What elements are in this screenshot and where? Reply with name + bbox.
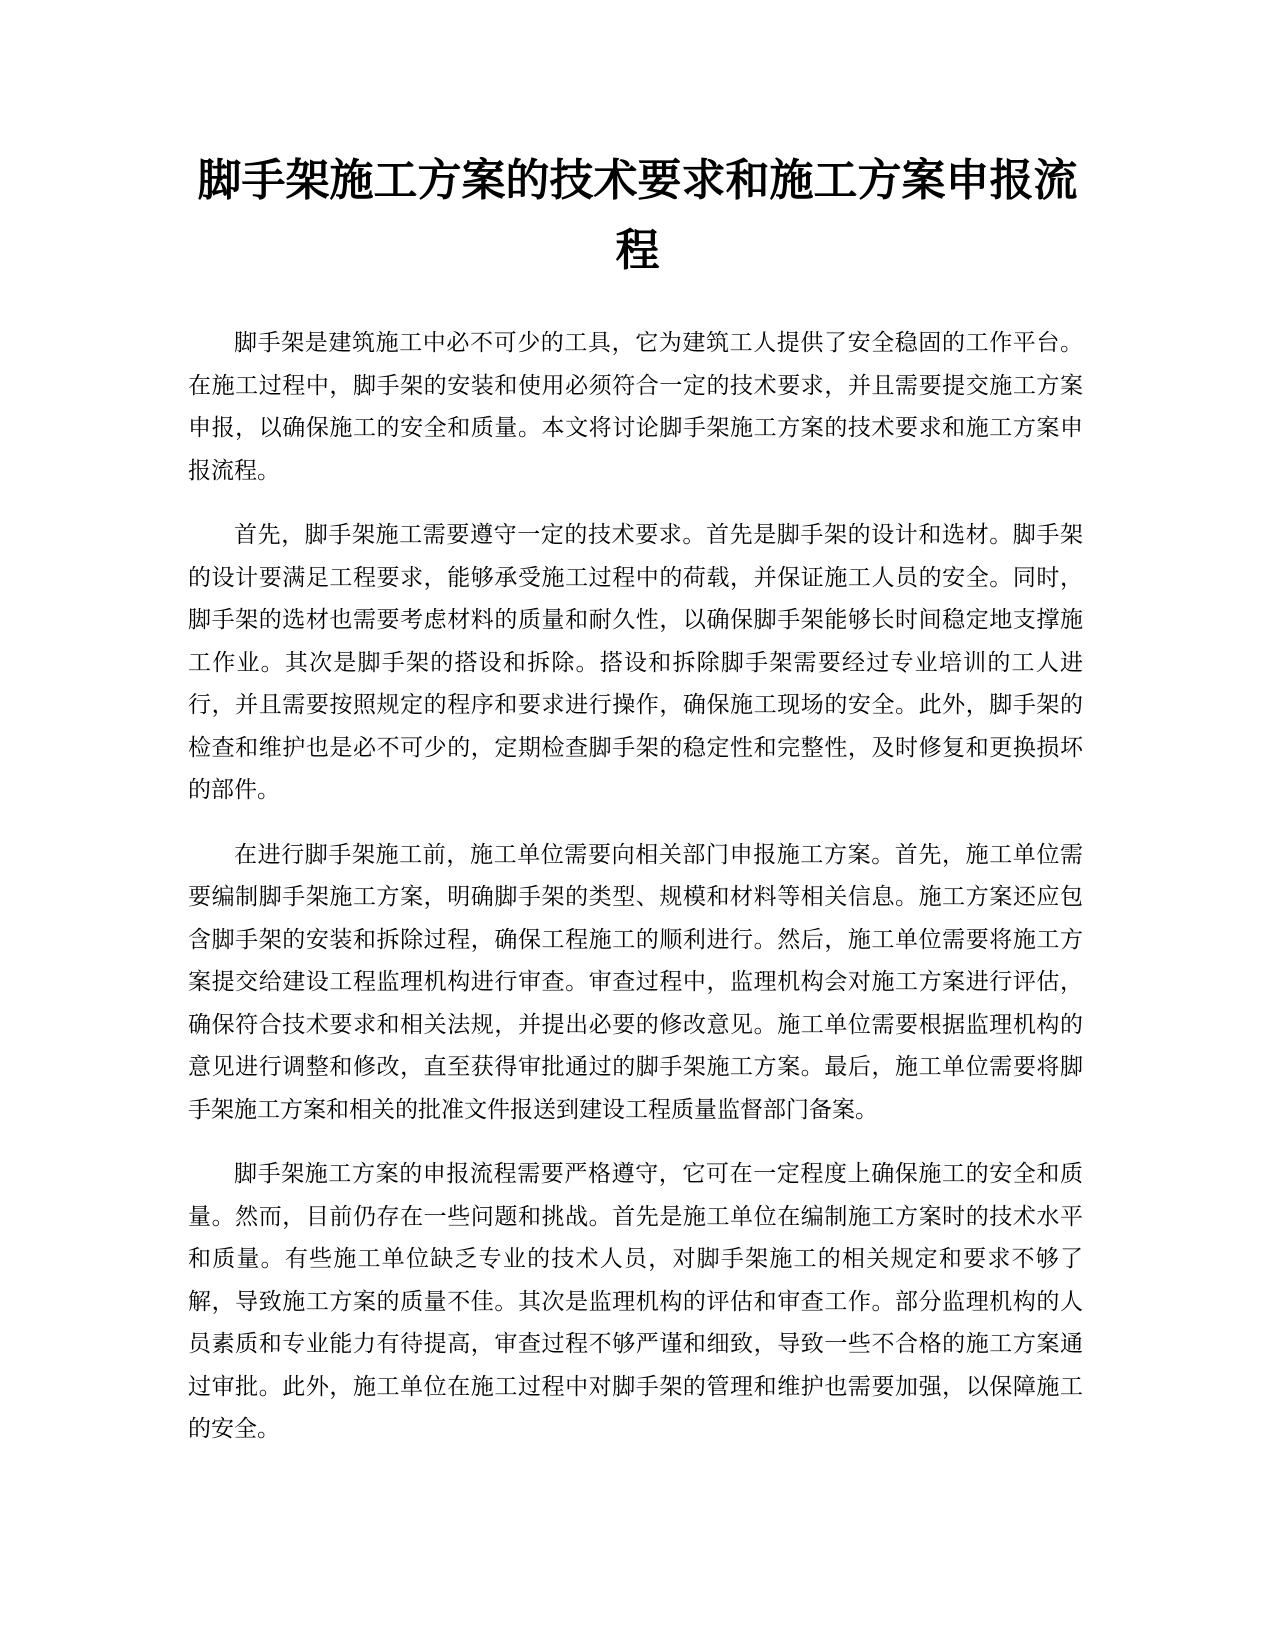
paragraph-4: 脚手架施工方案的申报流程需要严格遵守，它可在一定程度上确保施工的安全和质量。然而，目前仍存在一些问题和挑战。首先是施工单位在编制施工方案时的技术水平和质量。有些施工单位缺乏专业的技术人员，对脚手架施工的相关规定和要求不够了解，导致施工方案的质量不佳。其次是监理机构的评估和审查工作。部分监理机构的人员素质和专业能力有待提高，审查过程不够严谨和细致，导致一些不合格的施工方案通过审批。此外，施工单位在施工过程中对脚手架的管理和维护也需要加强，以保障施工的安全。	[188, 1161, 1083, 1442]
paragraph-3: 在进行脚手架施工前，施工单位需要向相关部门申报施工方案。首先，施工单位需要编制脚手架施工方案，明确脚手架的类型、规模和材料等相关信息。施工方案还应包含脚手架的安装和拆除过程，确保工程施工的顺利进行。然后，施工单位需要将施工方案提交给建设工程监理机构进行审查。审查过程中，监理机构会对施工方案进行评估，确保符合技术要求和相关法规，并提出必要的修改意见。施工单位需要根据监理机构的意见进行调整和修改，直至获得审批通过的脚手架施工方案。最后，施工单位需要将脚手架施工方案和相关的批准文件报送到建设工程质量监督部门备案。	[188, 841, 1083, 1123]
paragraph-2: 首先，脚手架施工需要遵守一定的技术要求。首先是脚手架的设计和选材。脚手架的设计要满足工程要求，能够承受施工过程中的荷载，并保证施工人员的安全。同时，脚手架的选材也需要考虑材料的质量和耐久性，以确保脚手架能够长时间稳定地支撑施工作业。其次是脚手架的搭设和拆除。搭设和拆除脚手架需要经过专业培训的工人进行，并且需要按照规定的程序和要求进行操作，确保施工现场的安全。此外，脚手架的检查和维护也是必不可少的，定期检查脚手架的稳定性和完整性，及时修复和更换损坏的部件。	[188, 522, 1083, 803]
paragraph-1: 脚手架是建筑施工中必不可少的工具，它为建筑工人提供了安全稳固的工作平台。在施工过程中，脚手架的安装和使用必须符合一定的技术要求，并且需要提交施工方案申报，以确保施工的安全和质量。本文将讨论脚手架施工方案的技术要求和施工方案申报流程。	[188, 330, 1083, 484]
document-title: 脚手架施工方案的技术要求和施工方案申报流程	[197, 155, 1078, 276]
document-body	[188, 322, 1083, 1473]
